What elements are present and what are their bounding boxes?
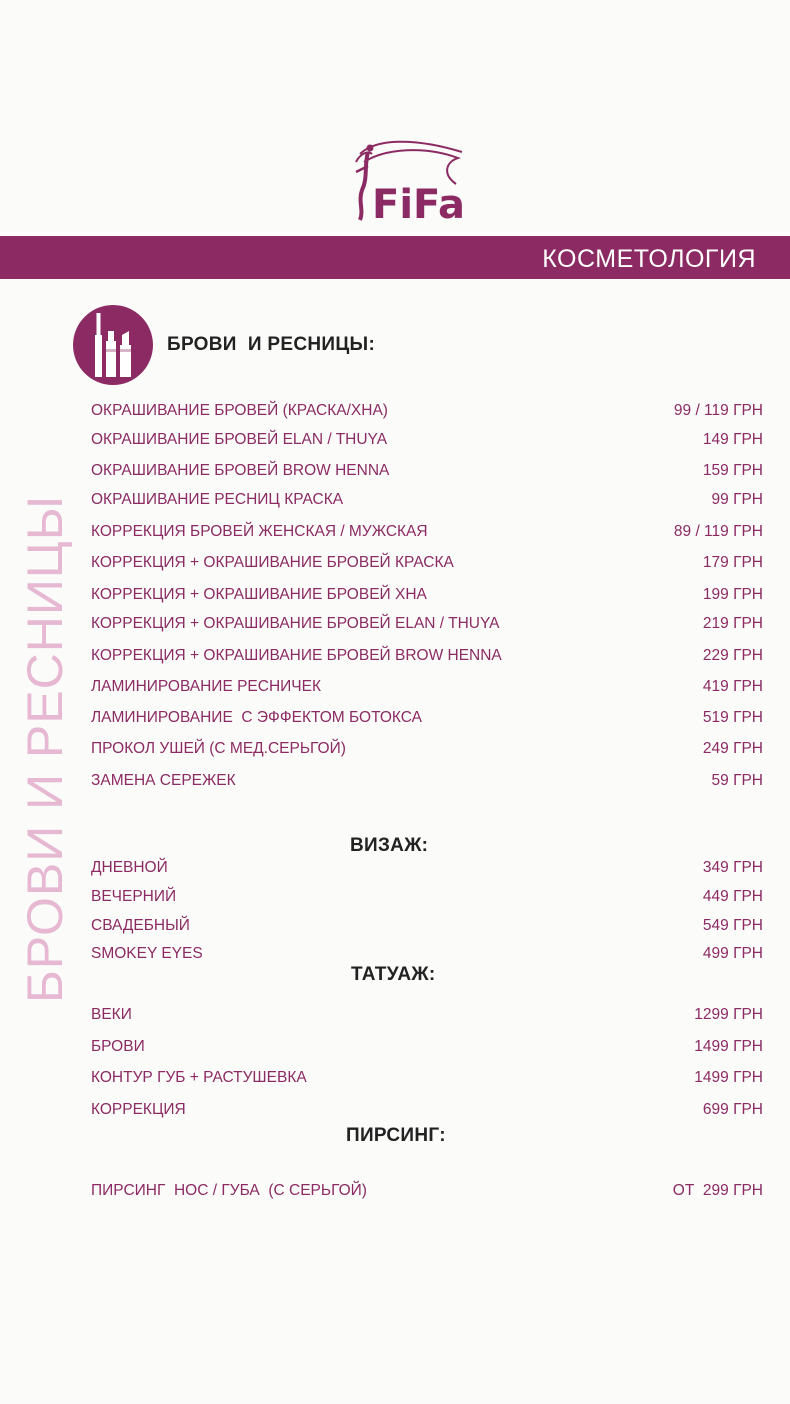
- service-name: ВЕКИ: [91, 1006, 132, 1023]
- list-item: [91, 856, 763, 880]
- section-title-tattoo: ТАТУАЖ:: [351, 964, 436, 985]
- service-name: КОНТУР ГУБ + РАСТУШЕВКА: [91, 1069, 307, 1086]
- service-price: 1299 ГРН: [694, 1006, 763, 1023]
- logo-text: FiFa: [372, 182, 466, 224]
- side-label-container: [17, 474, 73, 1024]
- list-item: [91, 1003, 763, 1027]
- service-name: ВЕЧЕРНИЙ: [91, 888, 177, 905]
- list-item: [91, 1066, 763, 1090]
- service-price: 349 ГРН: [702, 859, 763, 876]
- service-price: 179 ГРН: [702, 554, 763, 571]
- page-title: КОСМЕТОЛОГИЯ: [542, 245, 756, 273]
- service-name: ОКРАШИВАНИЕ РЕСНИЦ КРАСКА: [91, 491, 344, 508]
- service-name: ОКРАШИВАНИЕ БРОВЕЙ (КРАСКА/ХНА): [91, 402, 388, 419]
- service-name: ОКРАШИВАНИЕ БРОВЕЙ BROW HENNA: [91, 462, 390, 479]
- service-price: 219 ГРН: [702, 615, 763, 632]
- fifa-logo: [346, 132, 468, 224]
- list-item: [91, 1179, 763, 1203]
- service-price: 89 / 119 ГРН: [673, 523, 763, 540]
- cosmetics-badge: [73, 305, 153, 385]
- service-price: 59 ГРН: [711, 772, 763, 789]
- service-price: ОТ 299 ГРН: [672, 1182, 763, 1199]
- cosmetics-icon: [73, 305, 153, 385]
- service-name: КОРРЕКЦИЯ + ОКРАШИВАНИЕ БРОВЕЙ ELAN / THUYA: [91, 615, 500, 632]
- list-item: [91, 1035, 763, 1059]
- list-item: [91, 1098, 763, 1122]
- service-name: ПИРСИНГ НОС / ГУБА (С СЕРЬГОЙ): [91, 1182, 367, 1199]
- service-price: 699 ГРН: [702, 1101, 763, 1118]
- service-price: 99 ГРН: [711, 491, 763, 508]
- service-name: КОРРЕКЦИЯ БРОВЕЙ ЖЕНСКАЯ / МУЖСКАЯ: [91, 523, 428, 540]
- section-title-brows: БРОВИ И РЕСНИЦЫ:: [167, 334, 376, 355]
- service-name: КОРРЕКЦИЯ + ОКРАШИВАНИЕ БРОВЕЙ BROW HENNA: [91, 647, 502, 664]
- list-item: [91, 583, 763, 607]
- list-item: [91, 769, 763, 793]
- service-price: 229 ГРН: [702, 647, 763, 664]
- service-price: 449 ГРН: [702, 888, 763, 905]
- service-name: КОРРЕКЦИЯ + ОКРАШИВАНИЕ БРОВЕЙ ХНА: [91, 586, 427, 603]
- list-item: [91, 914, 763, 938]
- list-item: [91, 675, 763, 699]
- service-price: 1499 ГРН: [694, 1038, 763, 1055]
- service-name: ДНЕВНОЙ: [91, 859, 168, 876]
- service-name: СВАДЕБНЫЙ: [91, 917, 190, 934]
- service-price: 159 ГРН: [702, 462, 763, 479]
- service-name: БРОВИ: [91, 1038, 145, 1055]
- service-name: ЗАМЕНА СЕРЕЖЕК: [91, 772, 236, 789]
- service-price: 249 ГРН: [702, 740, 763, 757]
- service-name: SMOKEY EYES: [91, 945, 203, 962]
- section-title-piercing: ПИРСИНГ:: [346, 1125, 446, 1146]
- service-name: ПРОКОЛ УШЕЙ (С МЕД.СЕРЬГОЙ): [91, 740, 346, 757]
- service-price: 549 ГРН: [702, 917, 763, 934]
- service-price: 99 / 119 ГРН: [673, 402, 763, 419]
- list-item: [91, 520, 763, 544]
- service-name: ЛАМИНИРОВАНИЕ РЕСНИЧЕК: [91, 678, 321, 695]
- list-item: [91, 488, 763, 512]
- list-item: [91, 706, 763, 730]
- service-name: ЛАМИНИРОВАНИЕ С ЭФФЕКТОМ БОТОКСА: [91, 709, 422, 726]
- service-price: 199 ГРН: [702, 586, 763, 603]
- fifa-logo-icon: [346, 132, 468, 224]
- service-price: 1499 ГРН: [694, 1069, 763, 1086]
- service-price: 149 ГРН: [702, 431, 763, 448]
- list-item: [91, 399, 763, 423]
- list-item: [91, 612, 763, 636]
- service-price: 499 ГРН: [702, 945, 763, 962]
- service-price: 519 ГРН: [702, 709, 763, 726]
- header-banner: [0, 236, 790, 279]
- list-item: [91, 428, 763, 452]
- service-name: ОКРАШИВАНИЕ БРОВЕЙ ELAN / THUYA: [91, 431, 388, 448]
- service-name: КОРРЕКЦИЯ + ОКРАШИВАНИЕ БРОВЕЙ КРАСКА: [91, 554, 454, 571]
- list-item: [91, 551, 763, 575]
- list-item: [91, 459, 763, 483]
- service-name: КОРРЕКЦИЯ: [91, 1101, 186, 1118]
- list-item: [91, 885, 763, 909]
- service-price: 419 ГРН: [702, 678, 763, 695]
- list-item: [91, 737, 763, 761]
- section-title-makeup: ВИЗАЖ:: [350, 835, 429, 856]
- side-label: БРОВИ И РЕСНИЦЫ: [17, 494, 73, 1004]
- list-item: [91, 644, 763, 668]
- list-item: [91, 942, 763, 966]
